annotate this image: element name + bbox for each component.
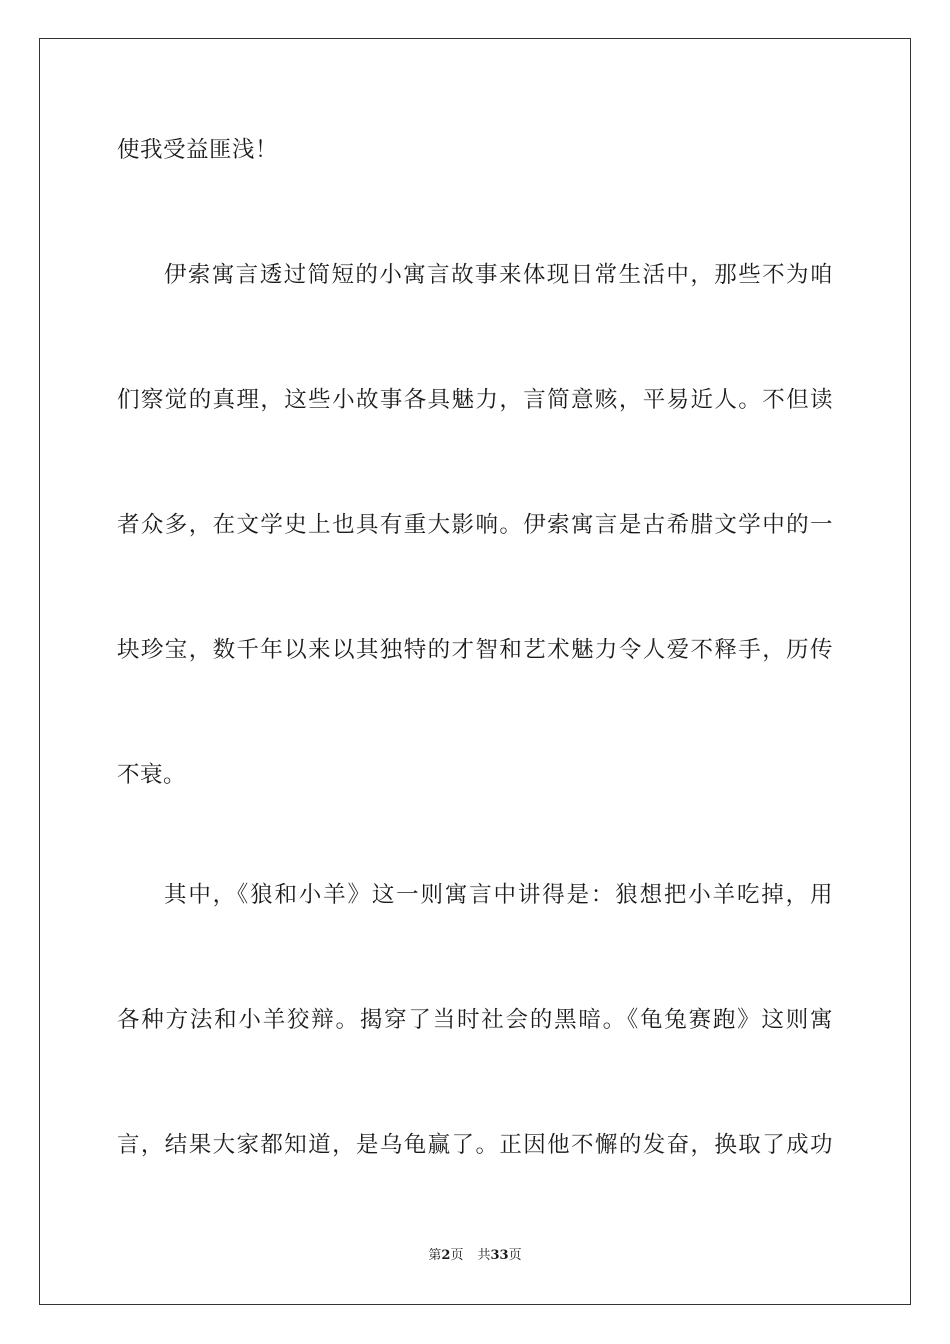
text-line-3: 们察觉的真理，这些小故事各具魅力，言简意赅，平易近人。不但读 <box>117 387 833 413</box>
text-line-9: 言，结果大家都知道，是乌龟赢了。正因他不懈的发奋，换取了成功 <box>117 1132 833 1158</box>
text-line-1: 使我受益匪浅！ <box>117 137 279 163</box>
text-line-2: 伊索寓言透过简短的小寓言故事来体现日常生活中，那些不为咱 <box>164 262 833 288</box>
footer-total-suffix: 页 <box>508 1248 522 1263</box>
footer-total-pages: 33 <box>490 1248 509 1263</box>
footer-page-prefix: 第 <box>428 1248 442 1263</box>
page-border <box>39 38 911 1305</box>
text-line-8: 各种方法和小羊狡辩。揭穿了当时社会的黑暗。《龟兔赛跑》这则寓 <box>117 1007 833 1033</box>
text-line-6: 不衰。 <box>117 762 187 788</box>
page-footer <box>0 1247 950 1265</box>
text-line-7: 其中，《狼和小羊》这一则寓言中讲得是：狼想把小羊吃掉，用 <box>164 882 833 908</box>
footer-page-suffix: 页 <box>450 1248 464 1263</box>
text-line-4: 者众多，在文学史上也具有重大影响。伊索寓言是古希腊文学中的一 <box>117 512 833 538</box>
text-line-5: 块珍宝，数千年以来以其独特的才智和艺术魅力令人爱不释手，历传 <box>117 637 833 663</box>
footer-page-number: 2 <box>441 1248 451 1263</box>
footer-total-prefix: 共 <box>477 1248 491 1263</box>
